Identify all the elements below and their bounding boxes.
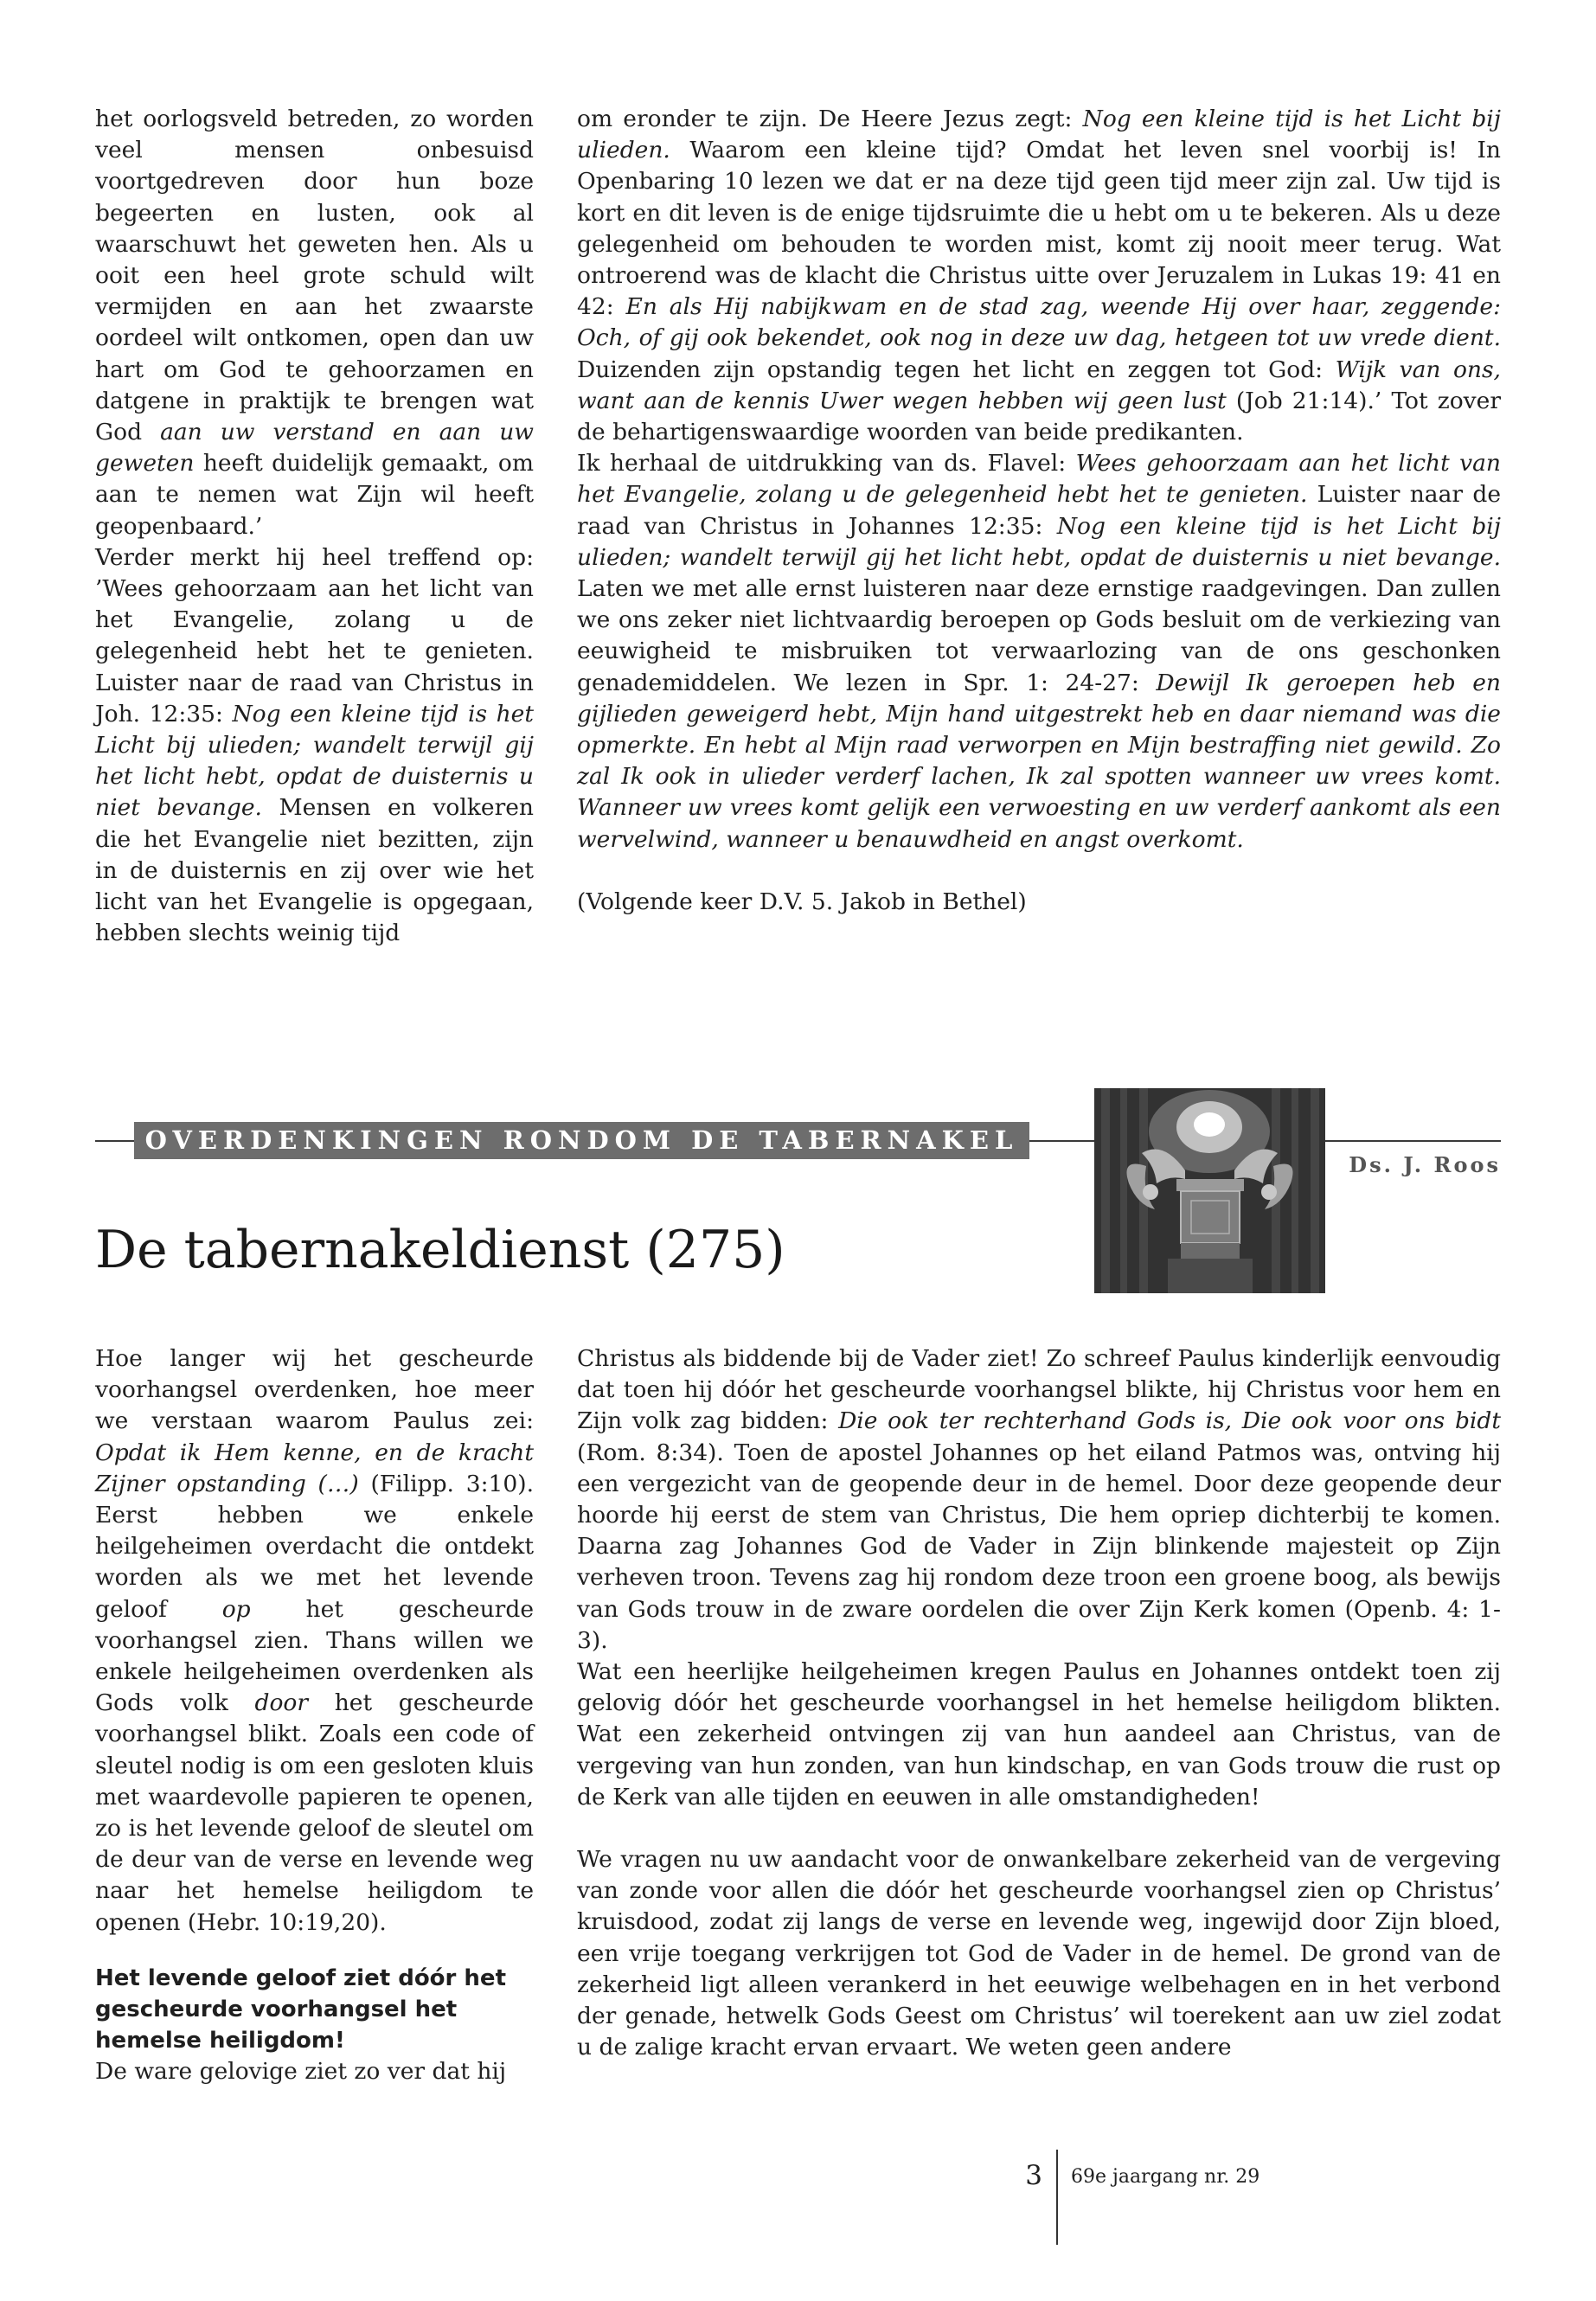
- article-title: De tabernakeldienst (275): [95, 1220, 785, 1280]
- text: het gescheurde voorhangsel blikt. Zoals een code of sleutel nodig is om een gesloten kluis met waardevolle papieren te openen, zo is het levende geloof de sleutel om de deur van de verse en levende weg naar het hemelse heiligdom te openen (Hebr. 10:19,20).: [95, 1689, 534, 1936]
- footer-divider: [1056, 2150, 1058, 2245]
- text: Hoe langer wij het gescheurde voorhangsel overdenken, hoe meer we verstaan waarom Paulus zei:: [95, 1345, 534, 1435]
- bible-quote: Dewijl Ik geroepen heb en gijlieden geweigerd hebt, Mijn hand uitgestrekt heb en daar niemand was die opmerkte. En hebt al Mijn raad verworpen en Mijn bestraffing niet gewild. Zo zal Ik ook in ulieder verderf lachen, Ik zal spotten wanneer uw vrees komt. Wanneer uw vrees komt gelijk een verwoesting en uw verderf aankomt als een wervelwind, wanneer u benauwdheid en angst overkomt.: [577, 669, 1501, 853]
- text: Mensen en volkeren die het Evangelie niet bezitten, zijn in de duisternis en zij over wie het licht van het Evangelie is opgegaan, hebben slechts weinig tijd: [95, 794, 534, 947]
- bible-quote: Nog een kleine tijd is het Licht bij ulieden; wandelt terwijl gij het licht hebt, opdat de duisternis u niet bevange.: [577, 512, 1501, 571]
- article-right-column: [577, 1343, 1501, 2063]
- text: Laten we met alle ernst luisteren naar deze ernstige raadgevingen. Dan zullen we ons zeker niet lichtvaardig beroepen op Gods besluit om de verkiezing van eeuwigheid te misbruiken tot verwaarlozing van de ons geschonken genademiddelen. We lezen in Spr. 1: 24-27:: [577, 575, 1501, 696]
- paragraph: [577, 1343, 1501, 1657]
- text: om eronder te zijn. De Heere Jezus zegt:: [577, 106, 1083, 132]
- italic-text: door: [254, 1689, 309, 1717]
- ark-of-covenant-illustration: [1094, 1088, 1325, 1293]
- text: (Rom. 8:34). Toen de apostel Johannes op het eiland Patmos was, ontving hij een vergezicht van de geopende deur in de hemel. Door deze geopende deur hoorde hij eerst de stem van Christus, Die hem opriep dichterbij te komen. Daarna zag Johannes God de Vader in Zijn blinkende majesteit op Zijn verheven troon. Tevens zag hij rondom deze troon een groene boog, als bewijs van Gods trouw in de zware oordelen die over Zijn Kerk komen (Openb. 4: 1-3).: [577, 1439, 1501, 1654]
- continued-article-right-column: [577, 104, 1501, 918]
- paragraph: Wat een heerlijke heilgeheimen kregen Paulus en Johannes ontdekt toen zij gelovig dóór het gescheurde voorhangsel in het hemelse heiligdom blikten. Wat een zekerheid ontvingen zij van hun aandeel aan Christus, van de vergeving van hun zonden, van hun kindschap, en van Gods trouw die rust op de Kerk van alle tijden en eeuwen in alle omstandigheden!: [577, 1658, 1501, 1811]
- bible-quote: Nog een kleine tijd is het Licht bij ulieden.: [577, 106, 1501, 164]
- text: Verder merkt hij heel treffend op: ’Wees gehoorzaam aan het licht van het Evangelie, zolang u de gelegenheid hebt het te genieten. Luister naar de raad van Christus in Joh. 12:35:: [95, 543, 534, 727]
- italic-text: op: [221, 1595, 251, 1623]
- text: (Filipp. 3:10). Eerst hebben we enkele heilgeheimen overdacht die ontdekt worden als we met het levende geloof: [95, 1470, 534, 1623]
- text: Luister naar de raad van Christus in Johannes 12:35:: [577, 481, 1501, 540]
- subheading: Het levende geloof ziet dóór het gescheurde voorhangsel het hemelse heiligdom!: [95, 1965, 506, 2054]
- paragraph: [95, 104, 534, 542]
- paragraph: De ware gelovige ziet zo ver dat hij: [95, 2057, 507, 2085]
- text: Waarom een kleine tijd? Omdat het leven snel voorbij is! In Openbaring 10 lezen we dat er na deze tijd geen tijd meer zijn zal. Uw tijd is kort en dit leven is de enige tijdsruimte die u hebt om u te bekeren. Als u deze gelegenheid om behouden te worden mist, komt zij nooit meer terug. Wat ontroerend was de klacht die Christus uitte over Jeruzalem in Lukas 19: 41 en 42:: [577, 137, 1501, 321]
- paragraph: [95, 542, 534, 950]
- paragraph-gap: [577, 1813, 1501, 1844]
- paragraph: We vragen nu uw aandacht voor de onwankelbare zekerheid van de vergeving van zonde voor allen die dóór het gescheurde voorhangsel zien op Christus’ kruisdood, zodat zij langs de verse en levende weg, ingewijd door Zijn bloed, een vrije toegang verkrijgen tot God de Vader in de hemel. De grond van de zekerheid ligt alleen verankerd in het eeuwige welbehagen en in het verbond der genade, hetwelk Gods Geest om Christus’ wil toerekent aan uw ziel zodat u de zalige kracht ervan ervaart. We weten geen andere: [577, 1846, 1501, 2061]
- text: Duizenden zijn opstandig tegen het licht en zeggen tot God:: [577, 356, 1336, 383]
- page-number: 3: [1025, 2160, 1042, 2191]
- paragraph: [577, 104, 1501, 448]
- bible-quote: Wijk van ons, want aan de kennis Uwer wegen hebben wij geen lust: [577, 356, 1501, 414]
- bible-quote: Opdat ik Hem kenne, en de kracht Zijner opstanding (…): [95, 1439, 534, 1497]
- text: Christus als biddende bij de Vader ziet! Zo schreef Paulus kinderlijk eenvoudig dat toen hij dóór het gescheurde voorhangsel blikte, hij Christus voor hem en Zijn volk zag bidden:: [577, 1345, 1501, 1435]
- header-rule: [95, 1140, 134, 1142]
- text: Ik herhaal de uitdrukking van ds. Flavel:: [577, 450, 1076, 478]
- continued-article-left-column: [95, 104, 534, 949]
- italic-text: aan uw verstand en aan uw geweten: [95, 419, 534, 478]
- header-rule: [1325, 1140, 1501, 1142]
- paragraph: [577, 448, 1501, 856]
- header-rule: [1029, 1140, 1094, 1142]
- bible-quote: Nog een kleine tijd is het Licht bij ulieden; wandelt terwijl gij het licht hebt, opdat de duisternis u niet bevange.: [95, 700, 535, 822]
- bible-quote: En als Hij nabijkwam en de stad zag, weende Hij over haar, zeggende: Och, of gij ook bekendet, ook nog in deze uw dag, hetgeen tot uw vrede dient.: [577, 293, 1501, 352]
- section-label: OVERDENKINGEN RONDOM DE TABERNAKEL: [134, 1122, 1029, 1159]
- text: het oorlogsveld betreden, zo worden veel mensen onbesuisd voortgedreven door hun boze begeerten en lusten, ook al waarschuwt het geweten hen. Als u ooit een heel grote schuld wilt vermijden en aan het zwaarste oordeel wilt ontkomen, open dan uw hart om God te gehoorzamen en datgene in praktijk te brengen wat God: [95, 106, 534, 446]
- paragraph: [95, 1343, 534, 1939]
- article-left-column: [95, 1343, 534, 2087]
- next-episode-note: (Volgende keer D.V. 5. Jakob in Bethel): [577, 888, 1027, 915]
- quote: Wees gehoorzaam aan het licht van het Evangelie, zolang u de gelegenheid hebt het te genieten.: [577, 450, 1501, 509]
- author-name: Ds. J. Roos: [1349, 1152, 1501, 1177]
- bible-quote: Die ook ter rechterhand Gods is, Die ook voor ons bidt: [838, 1407, 1501, 1435]
- text: heeft duidelijk gemaakt, om aan te nemen wat Zijn wil heeft geopenbaard.’: [95, 450, 534, 540]
- text: het gescheurde voorhangsel zien. Thans willen we enkele heilgeheimen overdenken als Gods volk: [95, 1595, 535, 1717]
- issue-label: 69e jaargang nr. 29: [1071, 2166, 1260, 2188]
- text: (Job 21:14).’ Tot zover de behartigenswaardige woorden van beide predikanten.: [577, 387, 1501, 446]
